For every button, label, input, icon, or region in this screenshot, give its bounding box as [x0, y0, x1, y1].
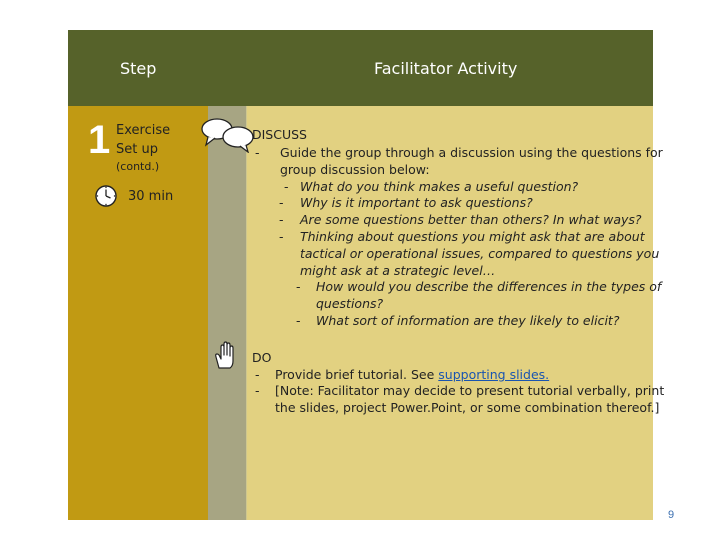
speech-bubbles-icon — [200, 117, 256, 153]
question-1: What do you think makes a useful question? — [300, 179, 579, 194]
do-item-2-line-1: [Note: Facilitator may decide to present tutorial verbally, print — [275, 383, 665, 398]
bullet: - — [284, 179, 289, 194]
discuss-intro-1: Guide the group through a discussion using the questions for — [280, 145, 663, 160]
icon-column — [208, 106, 246, 520]
do-title: DO — [252, 350, 272, 365]
question-4-line-2: tactical or operational issues, compared to questions you — [300, 246, 660, 261]
step-duration: 30 min — [128, 189, 174, 204]
page-number: 9 — [668, 509, 675, 521]
step-line-1: Exercise — [116, 123, 171, 138]
bullet: - — [279, 195, 284, 210]
supporting-slides-link[interactable]: supporting slides. — [438, 367, 550, 382]
do-item-2-line-2: the slides, project Power.Point, or some combination thereof.] — [275, 400, 660, 415]
subquestion-1-line-2: questions? — [316, 296, 384, 311]
clock-icon — [95, 185, 117, 207]
bullet: - — [296, 313, 301, 328]
bullet: - — [279, 212, 284, 227]
bullet: - — [255, 383, 260, 398]
step-number: 1 — [88, 118, 111, 162]
do-item-1-text: Provide brief tutorial. See — [275, 367, 435, 382]
header-activity: Facilitator Activity — [374, 59, 518, 78]
bullet: - — [296, 279, 301, 294]
raised-hand-icon — [212, 341, 238, 371]
question-4-line-3: might ask at a strategic level… — [300, 263, 496, 278]
subquestion-1-line-1: How would you describe the differences in the types of — [316, 279, 662, 294]
header-step: Step — [120, 59, 157, 78]
discuss-title: DISCUSS — [252, 127, 307, 142]
step-line-3: (contd.) — [116, 160, 160, 173]
question-2: Why is it important to ask questions? — [300, 195, 533, 210]
do-item-1 — [275, 367, 549, 382]
bullet: - — [255, 367, 260, 382]
question-4-line-1: Thinking about questions you might ask that are about — [300, 229, 645, 244]
discuss-intro-2: group discussion below: — [280, 162, 430, 177]
bullet: - — [255, 145, 260, 160]
question-3: Are some questions better than others? In what ways? — [300, 212, 642, 227]
subquestion-2: What sort of information are they likely to elicit? — [316, 313, 620, 328]
step-line-2: Set up — [116, 142, 158, 157]
bullet: - — [279, 229, 284, 244]
